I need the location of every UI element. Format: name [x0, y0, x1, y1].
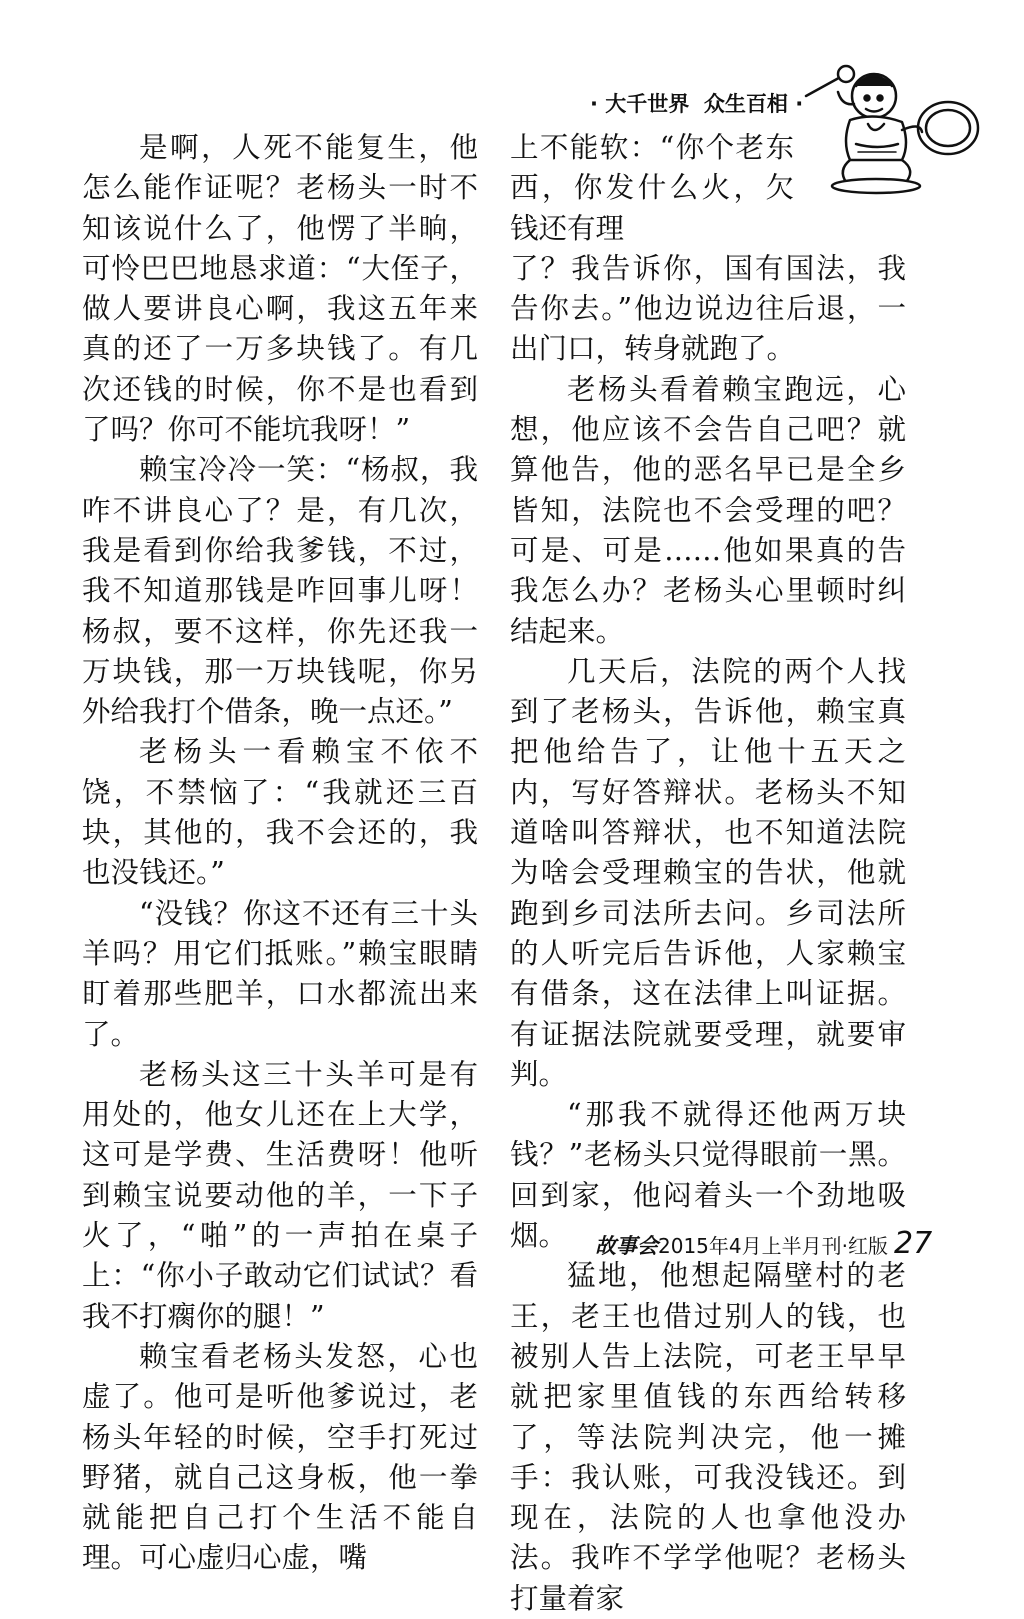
section-title: · 大千世界 众生百相 ·: [590, 92, 804, 116]
issue-label: 2015年4月上半月刊·红版: [658, 1234, 888, 1258]
paragraph-continued: 了？我告诉你，国有国法，我告你去。”他边说边往后退，一出门口，转身就跑了。: [510, 251, 906, 366]
paragraph: 老杨头看着赖宝跑远，心想，他应该不会告自己吧？就算他告，他的恶名早已是全乡皆知，法院也不会受理的吧？可是、可是……他如果真的告我怎么办？老杨头心里顿时纠结起来。: [510, 372, 906, 648]
paragraph: 老杨头一看赖宝不依不饶，不禁恼了：“我就还三百块，其他的，我不会还的，我也没钱还。”: [82, 735, 478, 890]
section-header: [590, 88, 820, 124]
magazine-name: 故事会: [595, 1233, 658, 1258]
paragraph: “没钱？你这不还有三十头羊吗？用它们抵账。”赖宝眼睛盯着那些肥羊，口水都流出来了。: [82, 896, 478, 1051]
paragraph: 猛地，他想起隔壁村的老王，老王也借过别人的钱，也被别人告上法院，可老王早早就把家里值钱的东西给转移了，等法院判决完，他一摊手：我认账，可我没钱还。到现在，法院的人也拿他没办法。我咋不学学他呢？老杨头打量着家: [510, 1259, 906, 1615]
left-text-column: [82, 128, 478, 1579]
page-footer: [595, 1226, 933, 1266]
paragraph: 几天后，法院的两个人找到了老杨头，告诉他，赖宝真把他给告了，让他十五天之内，写好答辩状。老杨头不知道啥叫答辩状，也不知道法院为啥会受理赖宝的告状，他就跑到乡司法所去问。乡司法所的人听完后告诉他，人家赖宝有借条，这在法律上叫证据。有证据法院就要受理，就要审判。: [510, 654, 906, 1091]
paragraph: 赖宝看老杨头发怒，心也虚了。他可是听他爹说过，老杨头年轻的时候，空手打死过野猪，就自己这身板，他一拳就能把自己打个生活不能自理。可心虚归心虚，嘴: [82, 1339, 478, 1575]
paragraph: 赖宝冷冷一笑：“杨叔，我咋不讲良心了？是，有几次，我是看到你给我爹钱，不过，我不知道那钱是咋回事儿呀！杨叔，要不这样，你先还我一万块钱，那一万块钱呢，你另外给我打个借条，晚一点还。”: [82, 453, 478, 729]
page-number: 27: [893, 1226, 933, 1261]
paragraph: 是啊，人死不能复生，他怎么能作证呢？老杨头一时不知该说什么了，他愣了半晌，可怜巴巴地恳求道：“大侄子，做人要讲良心啊，我这五年来真的还了一万多块钱了。有几次还钱的时候，你不是也看到了吗？你可不能坑我呀！”: [82, 131, 478, 447]
paragraph-continued: 上不能软：“你个老东西，你发什么火，欠钱还有理: [510, 131, 794, 245]
paragraph: 老杨头这三十头羊可是有用处的，他女儿还在上大学，这可是学费、生活费呀！他听到赖宝说要动他的羊，一下子火了，“啪”的一声拍在桌子上：“你小子敢动它们试试？看我不打瘸你的腿！”: [82, 1057, 478, 1333]
right-text-column: [510, 128, 906, 1619]
paragraph: “那我不就得还他两万块钱？”老杨头只觉得眼前一黑。回到家，他闷着头一个劲地吸烟。: [510, 1098, 906, 1253]
